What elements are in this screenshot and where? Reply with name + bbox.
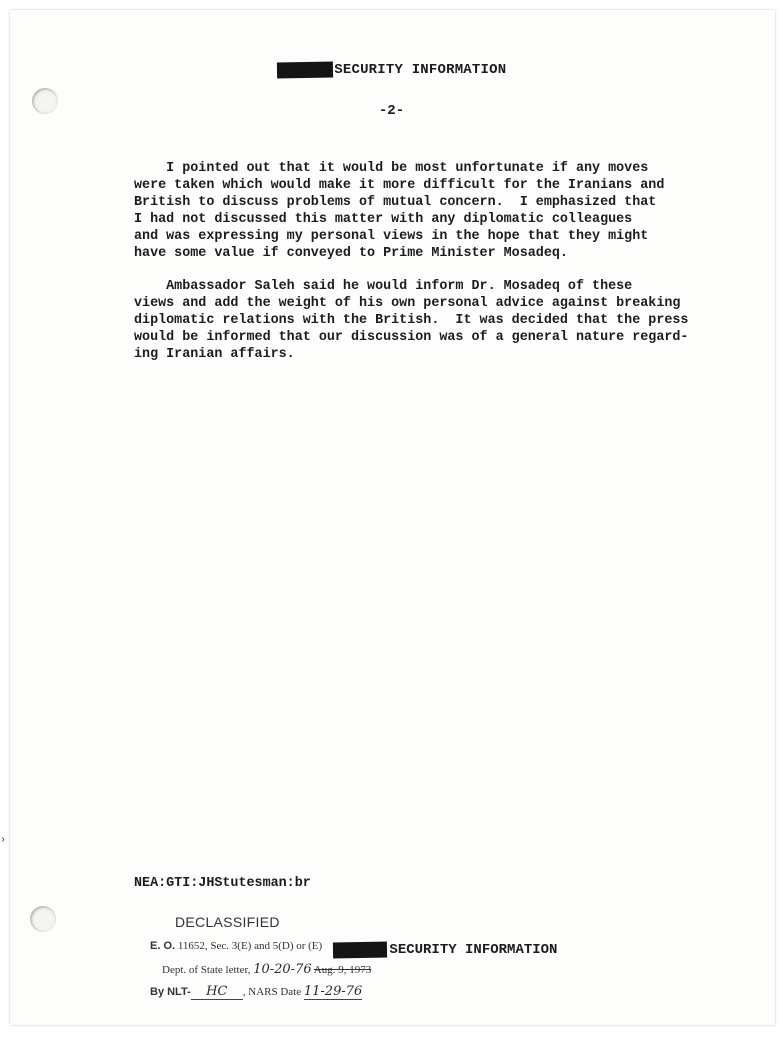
by-label: By NLT- <box>150 986 191 998</box>
eo-prefix: E. O. <box>150 940 176 952</box>
dept-handwritten-date: 10-20-76 <box>253 962 312 977</box>
by-handwritten-initials: HC <box>191 984 243 1000</box>
header-classification <box>0 62 783 78</box>
footer-classification-text: SECURITY INFORMATION <box>389 942 558 958</box>
margin-mark: › <box>0 835 7 846</box>
dept-label: Dept. of State letter, <box>162 964 251 976</box>
header-redacted-word: SECRET <box>278 61 331 79</box>
declassified-by-line <box>150 984 362 1000</box>
footer-redacted-word: SECRET <box>334 941 386 959</box>
declassified-dept-line <box>162 962 371 977</box>
nars-label: , NARS Date <box>242 986 302 998</box>
header-classification-text: SECURITY INFORMATION <box>334 62 507 78</box>
paragraph-2: Ambassador Saleh said he would inform Dr. Mosadeq of these views and add the weight of his own personal advice against breaking diplomatic relations with the British. It was decided that the press would be informed that our discussion was of a general nature regard- ing Iranian affairs. <box>134 279 689 362</box>
drafter-reference: NEA:GTI:JHStutesman:br <box>134 876 311 891</box>
nars-handwritten-date: 11-29-76 <box>303 984 363 999</box>
dept-struck-date: Aug. 9, 1973 <box>313 964 372 976</box>
paragraph-1: I pointed out that it would be most unfortunate if any moves were taken which would make it more difficult for the Iranians and British to discuss problems of mutual concern. I emphasized that I had not discussed this matter with any diplomatic colleagues and was expressing my personal views in the hope that they might have some value if conveyed to Prime Minister Mosadeq. <box>134 161 665 261</box>
page-number: -2- <box>378 103 405 119</box>
declassified-stamp-title: DECLASSIFIED <box>175 914 280 930</box>
punch-hole-bottom <box>30 906 56 932</box>
declassified-eo-line <box>150 940 322 952</box>
eo-text: 11652, Sec. 3(E) and 5(D) or (E) <box>177 940 323 952</box>
footer-classification <box>333 942 557 958</box>
